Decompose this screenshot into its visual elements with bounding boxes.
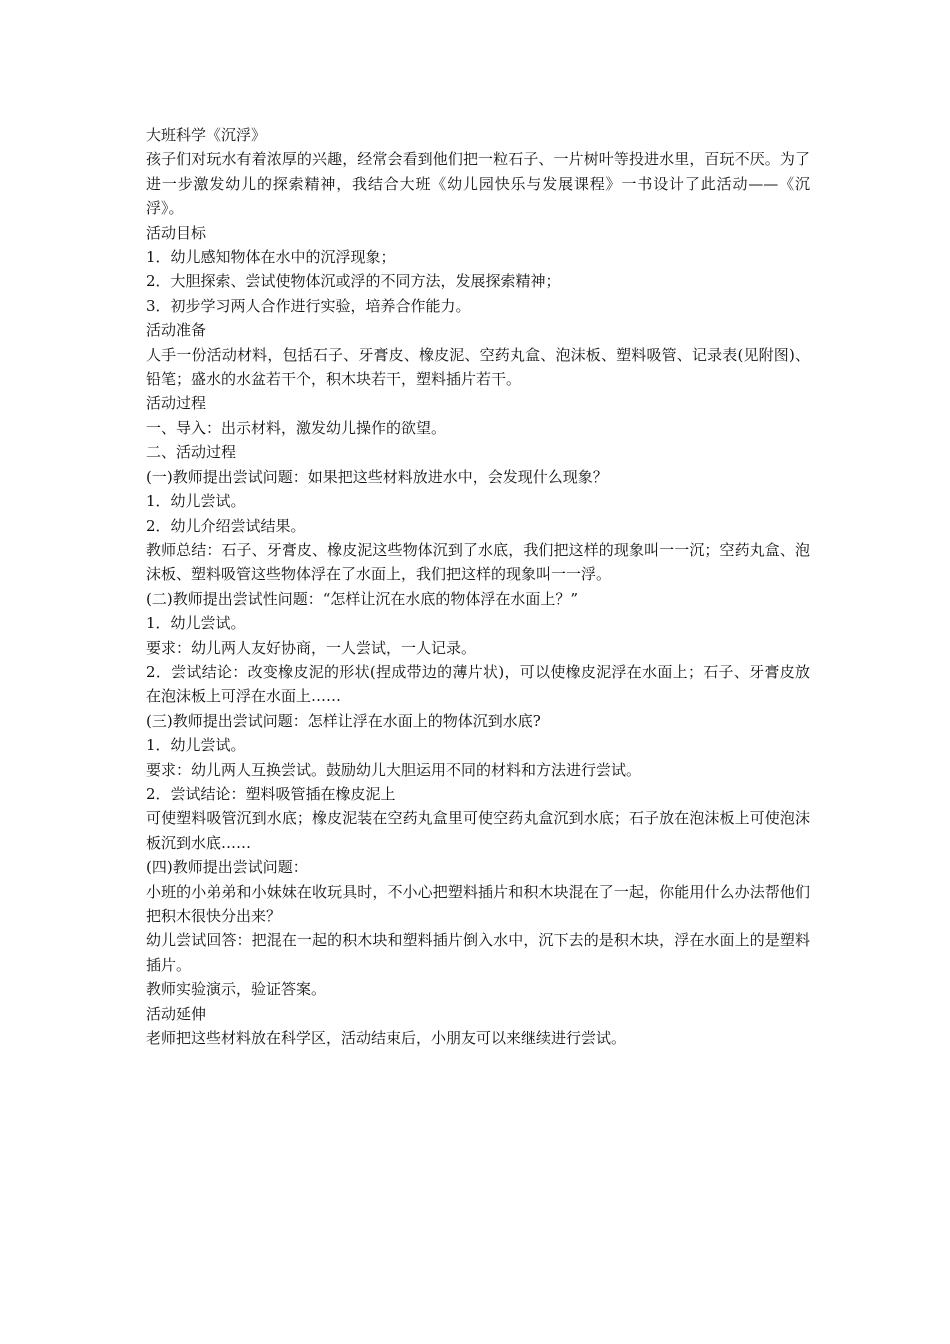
process-paragraph: 一、导入：出示材料，激发幼儿操作的欲望。 [146, 418, 447, 437]
extension-paragraph: 老师把这些材料放在科学区，活动结束后，小朋友可以来继续进行尝试。 [146, 1029, 627, 1048]
process-paragraph: (三)教师提出尝试问题：怎样让浮在水面上的物体沉到水底? [146, 711, 541, 730]
process-paragraph: 幼儿尝试回答：把混在一起的积木块和塑料插片倒入水中，沉下去的是积木块，浮在水面上的是塑料插片。 [146, 931, 810, 974]
document-title: 大班科学《沉浮》 [146, 126, 267, 144]
intro-paragraph: 孩子们对玩水有着浓厚的兴趣，经常会看到他们把一粒石子、一片树叶等投进水里，百玩不厌。为了进一步激发幼儿的探索精神，我结合大班《幼儿园快乐与发展课程》一书设计了此活动——《沉浮》。 [146, 150, 810, 218]
process-paragraph: (一)教师提出尝试问题：如果把这些材料放进水中，会发现什么现象？ [146, 467, 608, 486]
process-paragraph: 要求：幼儿两人友好协商，一人尝试，一人记录。 [146, 638, 477, 657]
section-heading-process: 活动过程 [146, 394, 207, 413]
section-heading-extension: 活动延伸 [146, 1004, 207, 1023]
document-body [146, 123, 810, 1050]
process-paragraph: 可使塑料吸管沉到水底；橡皮泥装在空药丸盒里可使空药丸盒沉到水底；石子放在泡沫板上可使泡沫板沉到水底…… [146, 809, 810, 852]
process-paragraph: (四)教师提出尝试问题： [146, 858, 308, 877]
process-paragraph: 1．幼儿尝试。 [146, 492, 246, 511]
process-paragraph: 要求：幼儿两人互换尝试。鼓励幼儿大胆运用不同的材料和方法进行尝试。 [146, 760, 642, 779]
goal-item: 1．幼儿感知物体在水中的沉浮现象； [146, 248, 396, 267]
process-paragraph: 1．幼儿尝试。 [146, 736, 246, 755]
process-paragraph: 2．尝试结论：塑料吸管插在橡皮泥上 [146, 784, 396, 803]
process-paragraph: 2．幼儿介绍尝试结果。 [146, 516, 306, 535]
process-paragraph: 教师实验演示，验证答案。 [146, 980, 327, 999]
process-paragraph: 2．尝试结论：改变橡皮泥的形状(捏成带边的薄片状)，可以使橡皮泥浮在水面上；石子、牙膏皮放在泡沫板上可浮在水面上…… [146, 662, 810, 706]
section-heading-goals: 活动目标 [146, 223, 207, 242]
preparation-paragraph: 人手一份活动材料，包括石子、牙膏皮、橡皮泥、空药丸盒、泡沫板、塑料吸管、记录表(见附图)、铅笔；盛水的水盆若干个，积木块若干，塑料插片若干。 [146, 345, 810, 389]
process-paragraph: 小班的小弟弟和小妹妹在收玩具时，不小心把塑料插片和积木块混在了一起，你能用什么办法帮他们把积木很快分出来？ [146, 882, 810, 925]
process-paragraph: 1．幼儿尝试。 [146, 614, 246, 633]
process-paragraph: 教师总结：石子、牙膏皮、橡皮泥这些物体沉到了水底，我们把这样的现象叫一一沉；空药丸盒、泡沫板、塑料吸管这些物体浮在了水面上，我们把这样的现象叫一一浮。 [146, 540, 810, 584]
process-paragraph: 二、活动过程 [146, 443, 237, 462]
goal-item: 3．初步学习两人合作进行实验，培养合作能力。 [146, 296, 471, 315]
goal-item: 2．大胆探索、尝试使物体沉或浮的不同方法，发展探索精神； [146, 272, 561, 291]
section-heading-preparation: 活动准备 [146, 321, 207, 340]
process-paragraph: (二)教师提出尝试性问题：“怎样让沉在水底的物体浮在水面上？” [146, 589, 579, 608]
